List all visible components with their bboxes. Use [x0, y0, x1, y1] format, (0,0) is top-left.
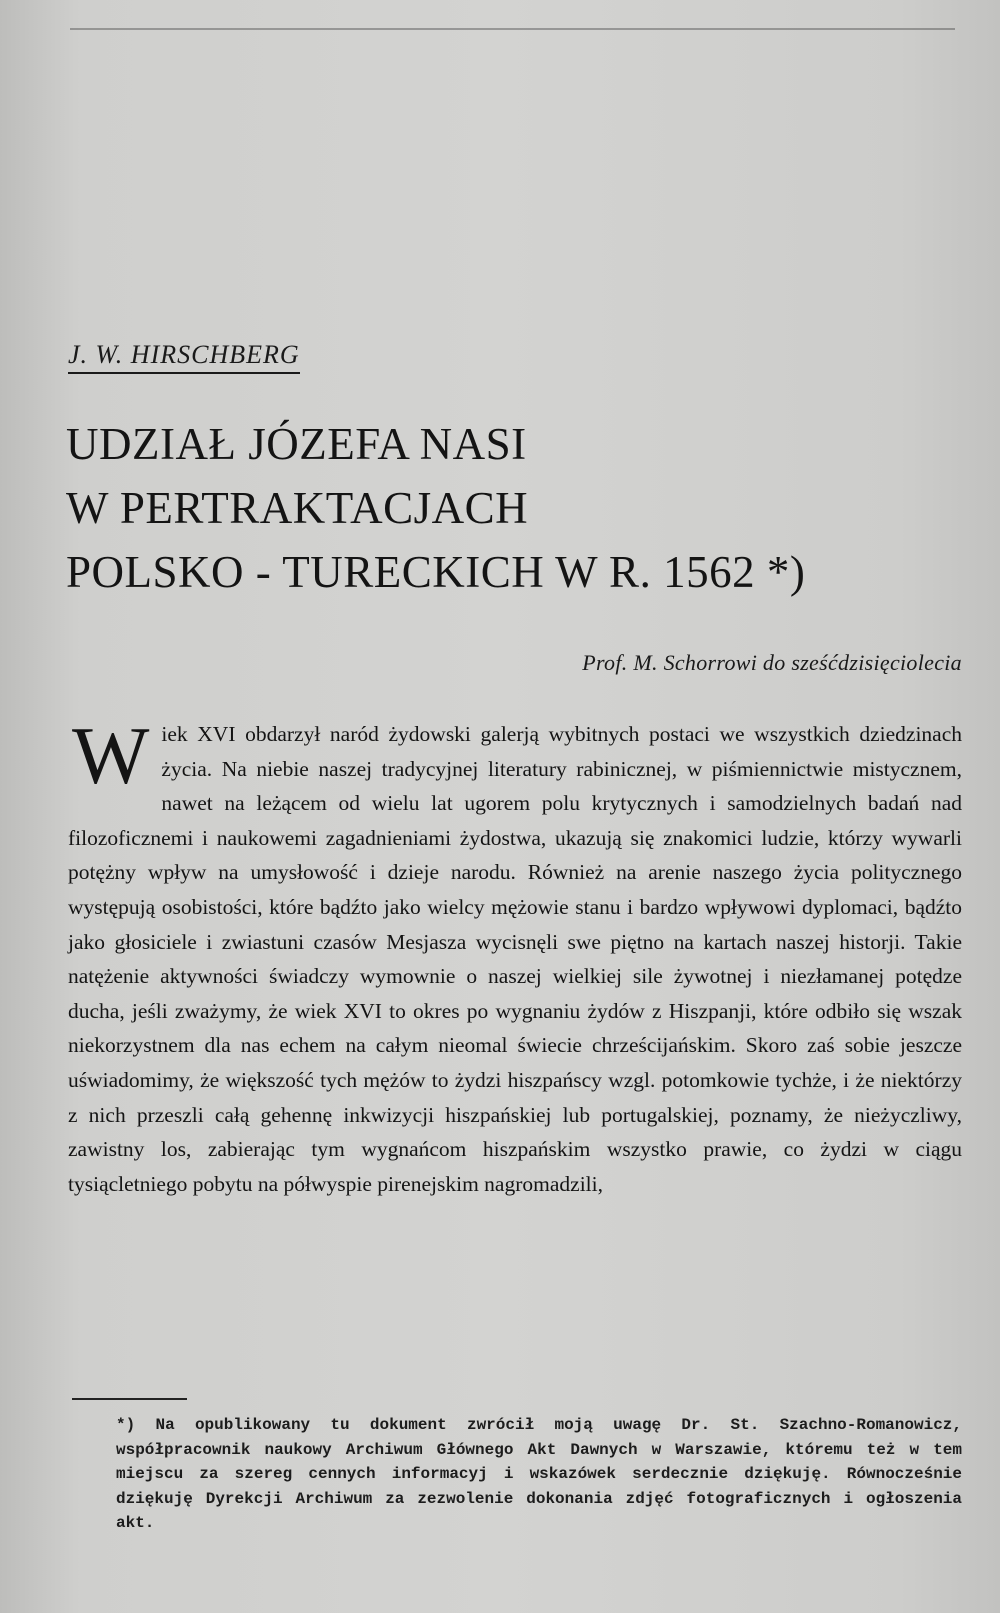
- dedication: Prof. M. Schorrowi do sześćdzisięciolecia: [582, 650, 962, 675]
- footnote: [70, 1413, 962, 1536]
- footnote-rule: [72, 1398, 187, 1400]
- footnote-text: *) Na opublikowany tu dokument zwrócił moją uwagę Dr. St. Szachno-Romanowicz, współpracownik naukowy Archiwum Głównego Akt Dawnych w Warszawie, któremu też w tem miejscu za szereg cennych informacyj i wskazówek serdecznie dziękuję. Równocześnie dziękuję Dyrekcji Archiwum za zezwolenie dokonania zdjęć fotograficznych i ogłoszenia akt.: [116, 1416, 962, 1532]
- body-text: iek XVI obdarzył naród żydowski galerją wybitnych postaci we wszystkich dziedzinach życia. Na niebie naszej tradycyjnej literatury rabinicznej, w piśmiennictwie mistycznem, nawet na leżącem od wielu lat ugorem polu krytycznych i samodzielnych badań nad filozoficznemi i naukowemi zagadnieniami żydostwa, ukazują się znakomici ludzie, którzy wywarli potężny wpływ na umysłowość i dzieje narodu. Również na arenie naszego życia politycznego występują osobistości, które bądźto jako wielcy mężowie stanu i bardzo wpływowi dyplomaci, bądźto jako głosiciele i zwiastuni czasów Mesjasza wycisnęli swe piętno na kartach naszej historji. Takie natężenie aktywności świadczy wymownie o naszej wielkiej sile żywotnej i niezłamanej potędze ducha, jeśli zważymy, że wiek XVI to okres po wygnaniu żydów z Hiszpanji, które odbiło się wszak niekorzystnem dla nas echem na całym nieomal świecie chrześcijańskim. Skoro zaś sobie jeszcze uświadomimy, że większość tych mężów to żydzi hiszpańscy wzgl. potomkowie tychże, i że niektórzy z nich przeszli całą gehennę inkwizycji hiszpańskiej lub portugalskiej, poznamy, że nieżyczliwy, zawistny los, zabierając tym wygnańcom hiszpańskim wszystko prawie, co żydzi w ciągu tysiącletniego pobytu na półwyspie pirenejskim nagromadzili,: [68, 722, 962, 1196]
- title-line: W PERTRAKTACJACH: [66, 483, 529, 533]
- article-author: J. W. HIRSCHBERG: [68, 340, 300, 374]
- page-header-rule: [70, 28, 955, 30]
- title-line: UDZIAŁ JÓZEFA NASI: [66, 419, 527, 469]
- title-line: POLSKO - TURECKICH W R. 1562 *): [66, 547, 806, 597]
- body-paragraph: [68, 710, 962, 1201]
- drop-cap: W: [72, 710, 150, 801]
- article-title: [66, 412, 946, 604]
